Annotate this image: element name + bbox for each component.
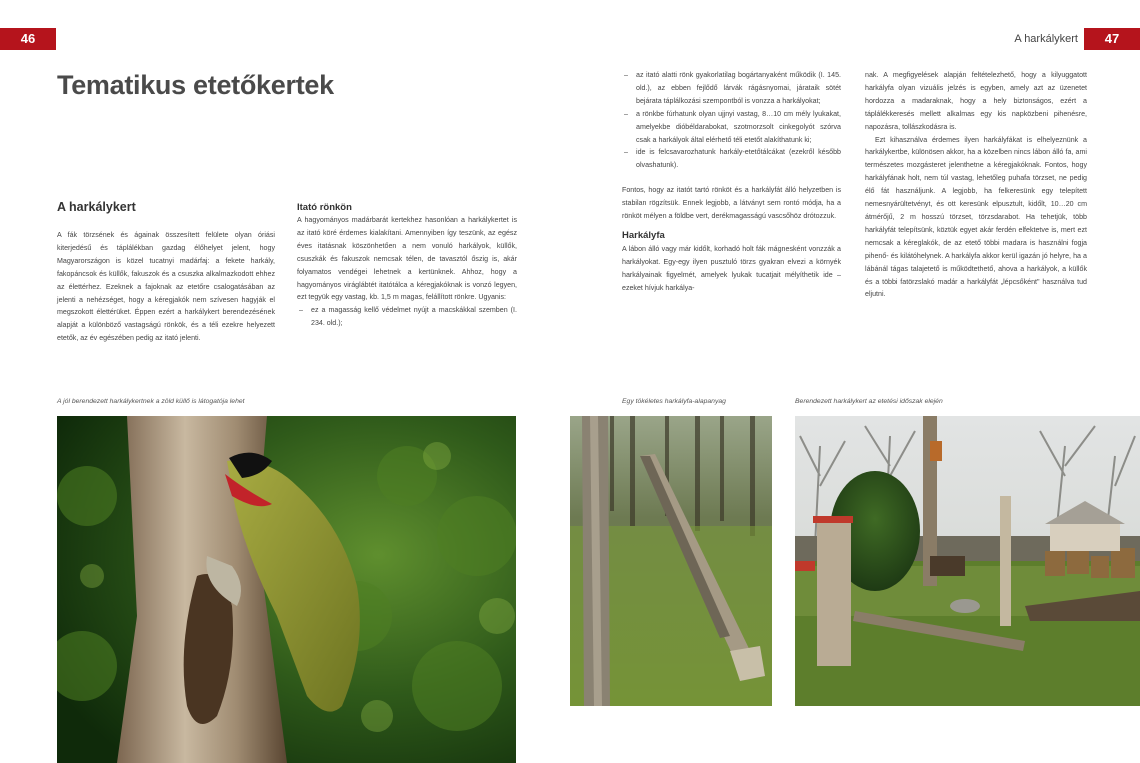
harkalyfa-heading: Harkályfa — [622, 229, 665, 241]
fallen-log-photo — [570, 416, 772, 706]
section-heading: A harkálykert — [57, 200, 136, 214]
harkalyfa-paragraph: A lábon álló vagy már kidőlt, korhadó holt fák mágnesként vonzzák a harkályokat. Egy-egy ilyen pusztuló törzs gyakran elvezi a környék harkályainak figyelmét, amelyek lyukak tucatjait mélyíthetik ide – ezeket hívjuk harkálya- — [622, 244, 841, 292]
column-4 — [865, 69, 1087, 301]
woodpecker-photo — [57, 416, 516, 763]
running-head: A harkálykert — [1014, 33, 1078, 45]
left-page-number: 46 — [0, 28, 56, 50]
column-2 — [297, 214, 517, 330]
photo-caption-3: Berendezett harkálykert az etetési időszak elején — [795, 398, 943, 405]
photo-caption-1: A jól berendezett harkálykertnek a zöld küllő is látogatója lehet — [57, 398, 245, 405]
woodpecker-garden-photo — [795, 416, 1140, 706]
right-page-number: 47 — [1084, 28, 1140, 50]
col3-paragraph: Fontos, hogy az itatót tartó rönköt és a harkályfát álló helyzetben is stabilan rögzítsük. Ennek legjobb, a látványt sem rontó módja, ha a rönköt mélyen a földbe vert, derékmagasságú vascsőhöz drótozzuk. — [622, 186, 841, 221]
page-title: Tematikus etetőkertek — [57, 70, 334, 100]
col4-paragraph-1: nak. A megfigyelések alapján feltételezhető, hogy a kilyuggatott harkályfa olyan vizuális jelzés is egyben, amely azt az üzenetet hordozza a madaraknak, hogy a hely biztonságos, ezért a táplálékkeresés mellett alkalmas egy kis napközbeni pihenésre, napozásra, tollászkodásra is. — [865, 71, 1087, 131]
col3-bullet-3: – ide is felcsavarozhatunk harkály-etetőtálcákat (ezekről később olvashatunk). — [622, 146, 841, 172]
itato-bullet: – ez a magasság kellő védelmet nyújt a macskákkal szemben (I. 234. old.); — [297, 304, 517, 330]
col3-bullet-2: – a rönkbe fúrhatunk olyan ujjnyi vastag, 8…10 cm mély lyukakat, amelyekbe dióbéldarabokat, szotmorzsolt cinkegolyót szórva csak a harkályok által elérhető téli etetőt alakíthatunk ki; — [622, 108, 841, 147]
itato-paragraph: A hagyományos madárbarát kertekhez hasonlóan a harkálykertet is az itató köré érdemes kialakítani. Amennyiben így teszünk, az egész éves itatásnak köszönhetően a nem vonuló harkályok, küllők, csuszkák és fakuszok nemcsak télen, de tavasztól őszig is, akár folyamatos vendégei lehetnek a kertünknek. Ahhoz, hogy a hagyományos viráglábtét itatótálca a kéregjakóknak is vonzó legyen, ezt tegyük egy vastag, kb. 1,5 m magas, felállított rönkre. Ugyanis: — [297, 216, 517, 302]
column-1-paragraph: A fák törzsének és ágainak összesített felülete olyan óriási kiterjedésű és táplálékban gazdag élőhelyet jelent, hogy Magyarországon is közel tucatnyi madárfaj: a fekete harkály, fakopáncsok és küllők, fakuszok és a csuszka alkalmazkodott ehhez az élettérhez. Ezeknek a fajoknak az etetőre csalogatásában az jelenti a nehézséget, hogy a kéregjakók nem szívesen hagyják el megszokott élettérüket. Éppen ezért a harkálykert berendezésének alapját a különböző vastagságú rönkök, és a téli ezekre helyezett etetők, az év egészében pedig az itató jelenti. — [57, 231, 275, 343]
column-3 — [622, 69, 841, 295]
col4-paragraph-2: Ezt kihasználva érdemes ilyen harkályfákat is elhelyeznünk a harkálykertbe, különösen akkor, ha a közelben nincs lábon álló fa, ami természetes mozgásteret jelenthetne a kéregjakóknak. Fontos, hogy harkályfának holt, nem túl vastag, lehetőleg puhafa törzset, ne pedig élő fát használjunk. A legjobb, ha felkeresünk egy telepített nemesnyárültetvényt, és ott keresünk elpusztult, kidőlt, 10…20 cm átmérőjű, 2 m hosszú törzset, törzsdarabot. Ha tehetjük, több harkályfát telepítsünk, köztük egyet akár ferdén elfektetve is, mert ezt nemcsak a kéreglakók, de az etető többi madara is használni fogja pihenő- és kilátóhelynek. A harkályfa akkor kerül igazán jó helyre, ha a lábánál tágas talajetető is működtethető, ahova a harkályok, a küllők és a többi fatörzslakó madár a harkályfát „lépcsőként" használva tud eljutni. — [865, 135, 1087, 299]
photo-caption-2: Egy tökéletes harkályfa-alapanyag — [622, 398, 726, 405]
col3-bullet-1: – az itató alatti rönk gyakorlatilag bogártanyaként működik (I. 145. old.), az ebben fejlődő lárvák rágásnyomai, járataik sötét bejárata táplálkozási szempontból is vonzza a harkályokat; — [622, 69, 841, 108]
column-1 — [57, 229, 275, 345]
itato-heading: Itató rönkön — [297, 202, 352, 213]
